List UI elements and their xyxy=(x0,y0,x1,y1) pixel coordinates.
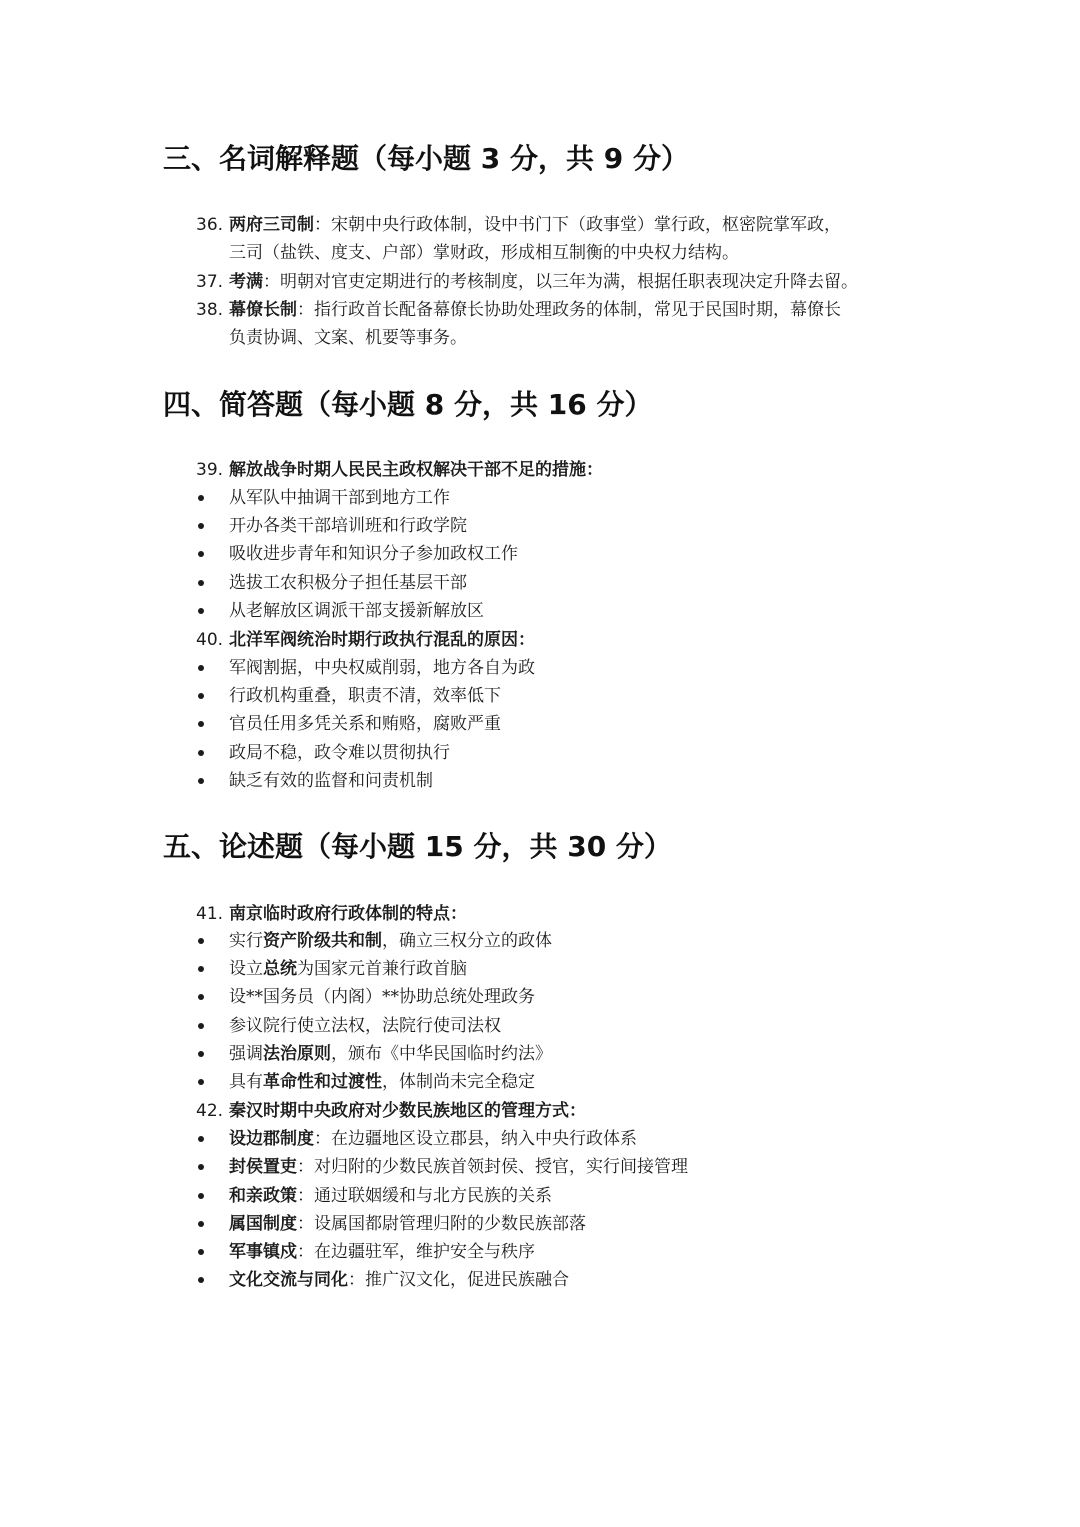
bullet-icon xyxy=(198,693,204,699)
list-item-text: 行政机构重叠，职责不清，效率低下 xyxy=(229,686,501,706)
text-run: ：设属国都尉管理归附的少数民族部落 xyxy=(297,1214,586,1234)
bullet-icon xyxy=(198,580,204,586)
bullet-icon xyxy=(198,523,204,529)
bullet-icon xyxy=(198,551,204,557)
text-run: 具有 xyxy=(229,1072,263,1092)
list-item-text xyxy=(229,1153,688,1181)
emphasis: 法治原则 xyxy=(263,1044,331,1064)
list-item-text xyxy=(229,1266,569,1294)
list-item-text xyxy=(229,927,552,955)
definition: ：明朝对官吏定期进行的考核制度，以三年为满，根据任职表现决定升降去留。 xyxy=(263,272,858,292)
section-4-heading: 四、简答题（每小题 8 分，共 16 分） xyxy=(163,388,653,421)
text-run: 为国家元首兼行政首脑 xyxy=(297,959,467,979)
question-title: 北洋军阀统治时期行政执行混乱的原因： xyxy=(229,630,535,650)
question-number: 42. xyxy=(196,1101,224,1121)
bullet-icon xyxy=(198,1164,204,1170)
bullet-icon xyxy=(198,608,204,614)
section-3-heading: 三、名词解释题（每小题 3 分，共 9 分） xyxy=(163,142,689,175)
text-run: 设立 xyxy=(229,959,263,979)
list-item-text: 政局不稳，政令难以贯彻执行 xyxy=(229,743,450,763)
term: 幕僚长制 xyxy=(229,300,297,320)
emphasis: 文化交流与同化 xyxy=(229,1270,348,1290)
list-item-text: 从军队中抽调干部到地方工作 xyxy=(229,488,450,508)
bullet-icon xyxy=(198,778,204,784)
list-item-text: 官员任用多凭关系和贿赂，腐败严重 xyxy=(229,714,501,734)
text-run: ：推广汉文化，促进民族融合 xyxy=(348,1270,569,1290)
bullet-icon xyxy=(198,966,204,972)
bullet-icon xyxy=(198,1249,204,1255)
bullet-icon xyxy=(198,495,204,501)
definition: ：指行政首长配备幕僚长协助处理政务的体制，常见于民国时期，幕僚长 xyxy=(297,300,841,320)
text-run: 强调 xyxy=(229,1044,263,1064)
bullet-icon xyxy=(198,665,204,671)
emphasis: 设边郡制度 xyxy=(229,1129,314,1149)
question-number: 40. xyxy=(196,630,224,650)
question-title: 秦汉时期中央政府对少数民族地区的管理方式： xyxy=(229,1101,586,1121)
list-item-text: 从老解放区调派干部支援新解放区 xyxy=(229,601,484,621)
list-item-text xyxy=(229,1238,535,1266)
text-run: ：在边疆地区设立郡县，纳入中央行政体系 xyxy=(314,1129,637,1149)
term: 两府三司制 xyxy=(229,215,314,235)
emphasis: 总统 xyxy=(263,959,297,979)
emphasis: 属国制度 xyxy=(229,1214,297,1234)
emphasis: 军事镇戍 xyxy=(229,1242,297,1262)
text-run: ，颁布《中华民国临时约法》 xyxy=(331,1044,552,1064)
list-item-text: 军阀割据，中央权威削弱，地方各自为政 xyxy=(229,658,535,678)
term: 考满 xyxy=(229,272,263,292)
list-item-text: 吸收进步青年和知识分子参加政权工作 xyxy=(229,544,518,564)
question-number: 41. xyxy=(196,904,224,924)
list-item-text: 参议院行使立法权，法院行使司法权 xyxy=(229,1016,501,1036)
list-item-text xyxy=(229,1210,586,1238)
list-item-text xyxy=(229,1068,535,1096)
list-item-text: 缺乏有效的监督和问责机制 xyxy=(229,771,433,791)
list-item-text: 开办各类干部培训班和行政学院 xyxy=(229,516,467,536)
item-text xyxy=(229,268,858,296)
emphasis: 和亲政策 xyxy=(229,1186,297,1206)
question-number: 39. xyxy=(196,460,224,480)
text-run: 实行 xyxy=(229,931,263,951)
item-number: 38. xyxy=(196,300,224,320)
list-item-text: 设**国务员（内阁）**协助总统处理政务 xyxy=(229,987,535,1007)
list-item-text: 选拔工农积极分子担任基层干部 xyxy=(229,573,467,593)
list-item-text xyxy=(229,955,467,983)
list-item-text xyxy=(229,1182,552,1210)
text-run: ，体制尚未完全稳定 xyxy=(382,1072,535,1092)
item-text xyxy=(229,296,841,324)
item-text xyxy=(229,211,841,239)
item-number: 37. xyxy=(196,272,224,292)
bullet-icon xyxy=(198,1193,204,1199)
text-run: ，确立三权分立的政体 xyxy=(382,931,552,951)
emphasis: 封侯置吏 xyxy=(229,1157,297,1177)
bullet-icon xyxy=(198,1136,204,1142)
list-item-text xyxy=(229,1125,637,1153)
question-title: 解放战争时期人民民主政权解决干部不足的措施： xyxy=(229,460,603,480)
bullet-icon xyxy=(198,1079,204,1085)
definition-continued: 三司（盐铁、度支、户部）掌财政，形成相互制衡的中央权力结构。 xyxy=(229,243,739,263)
list-item-text xyxy=(229,1040,552,1068)
definition-continued: 负责协调、文案、机要等事务。 xyxy=(229,328,467,348)
bullet-icon xyxy=(198,938,204,944)
bullet-icon xyxy=(198,1221,204,1227)
bullet-icon xyxy=(198,750,204,756)
definition: ：宋朝中央行政体制，设中书门下（政事堂）掌行政，枢密院掌军政， xyxy=(314,215,841,235)
item-number: 36. xyxy=(196,215,224,235)
text-run: ：在边疆驻军，维护安全与秩序 xyxy=(297,1242,535,1262)
emphasis: 资产阶级共和制 xyxy=(263,931,382,951)
section-5-heading: 五、论述题（每小题 15 分，共 30 分） xyxy=(163,830,672,863)
bullet-icon xyxy=(198,994,204,1000)
emphasis: 革命性和过渡性 xyxy=(263,1072,382,1092)
bullet-icon xyxy=(198,721,204,727)
text-run: ：通过联姻缓和与北方民族的关系 xyxy=(297,1186,552,1206)
bullet-icon xyxy=(198,1277,204,1283)
bullet-icon xyxy=(198,1051,204,1057)
bullet-icon xyxy=(198,1023,204,1029)
question-title: 南京临时政府行政体制的特点： xyxy=(229,904,467,924)
text-run: ：对归附的少数民族首领封侯、授官，实行间接管理 xyxy=(297,1157,688,1177)
